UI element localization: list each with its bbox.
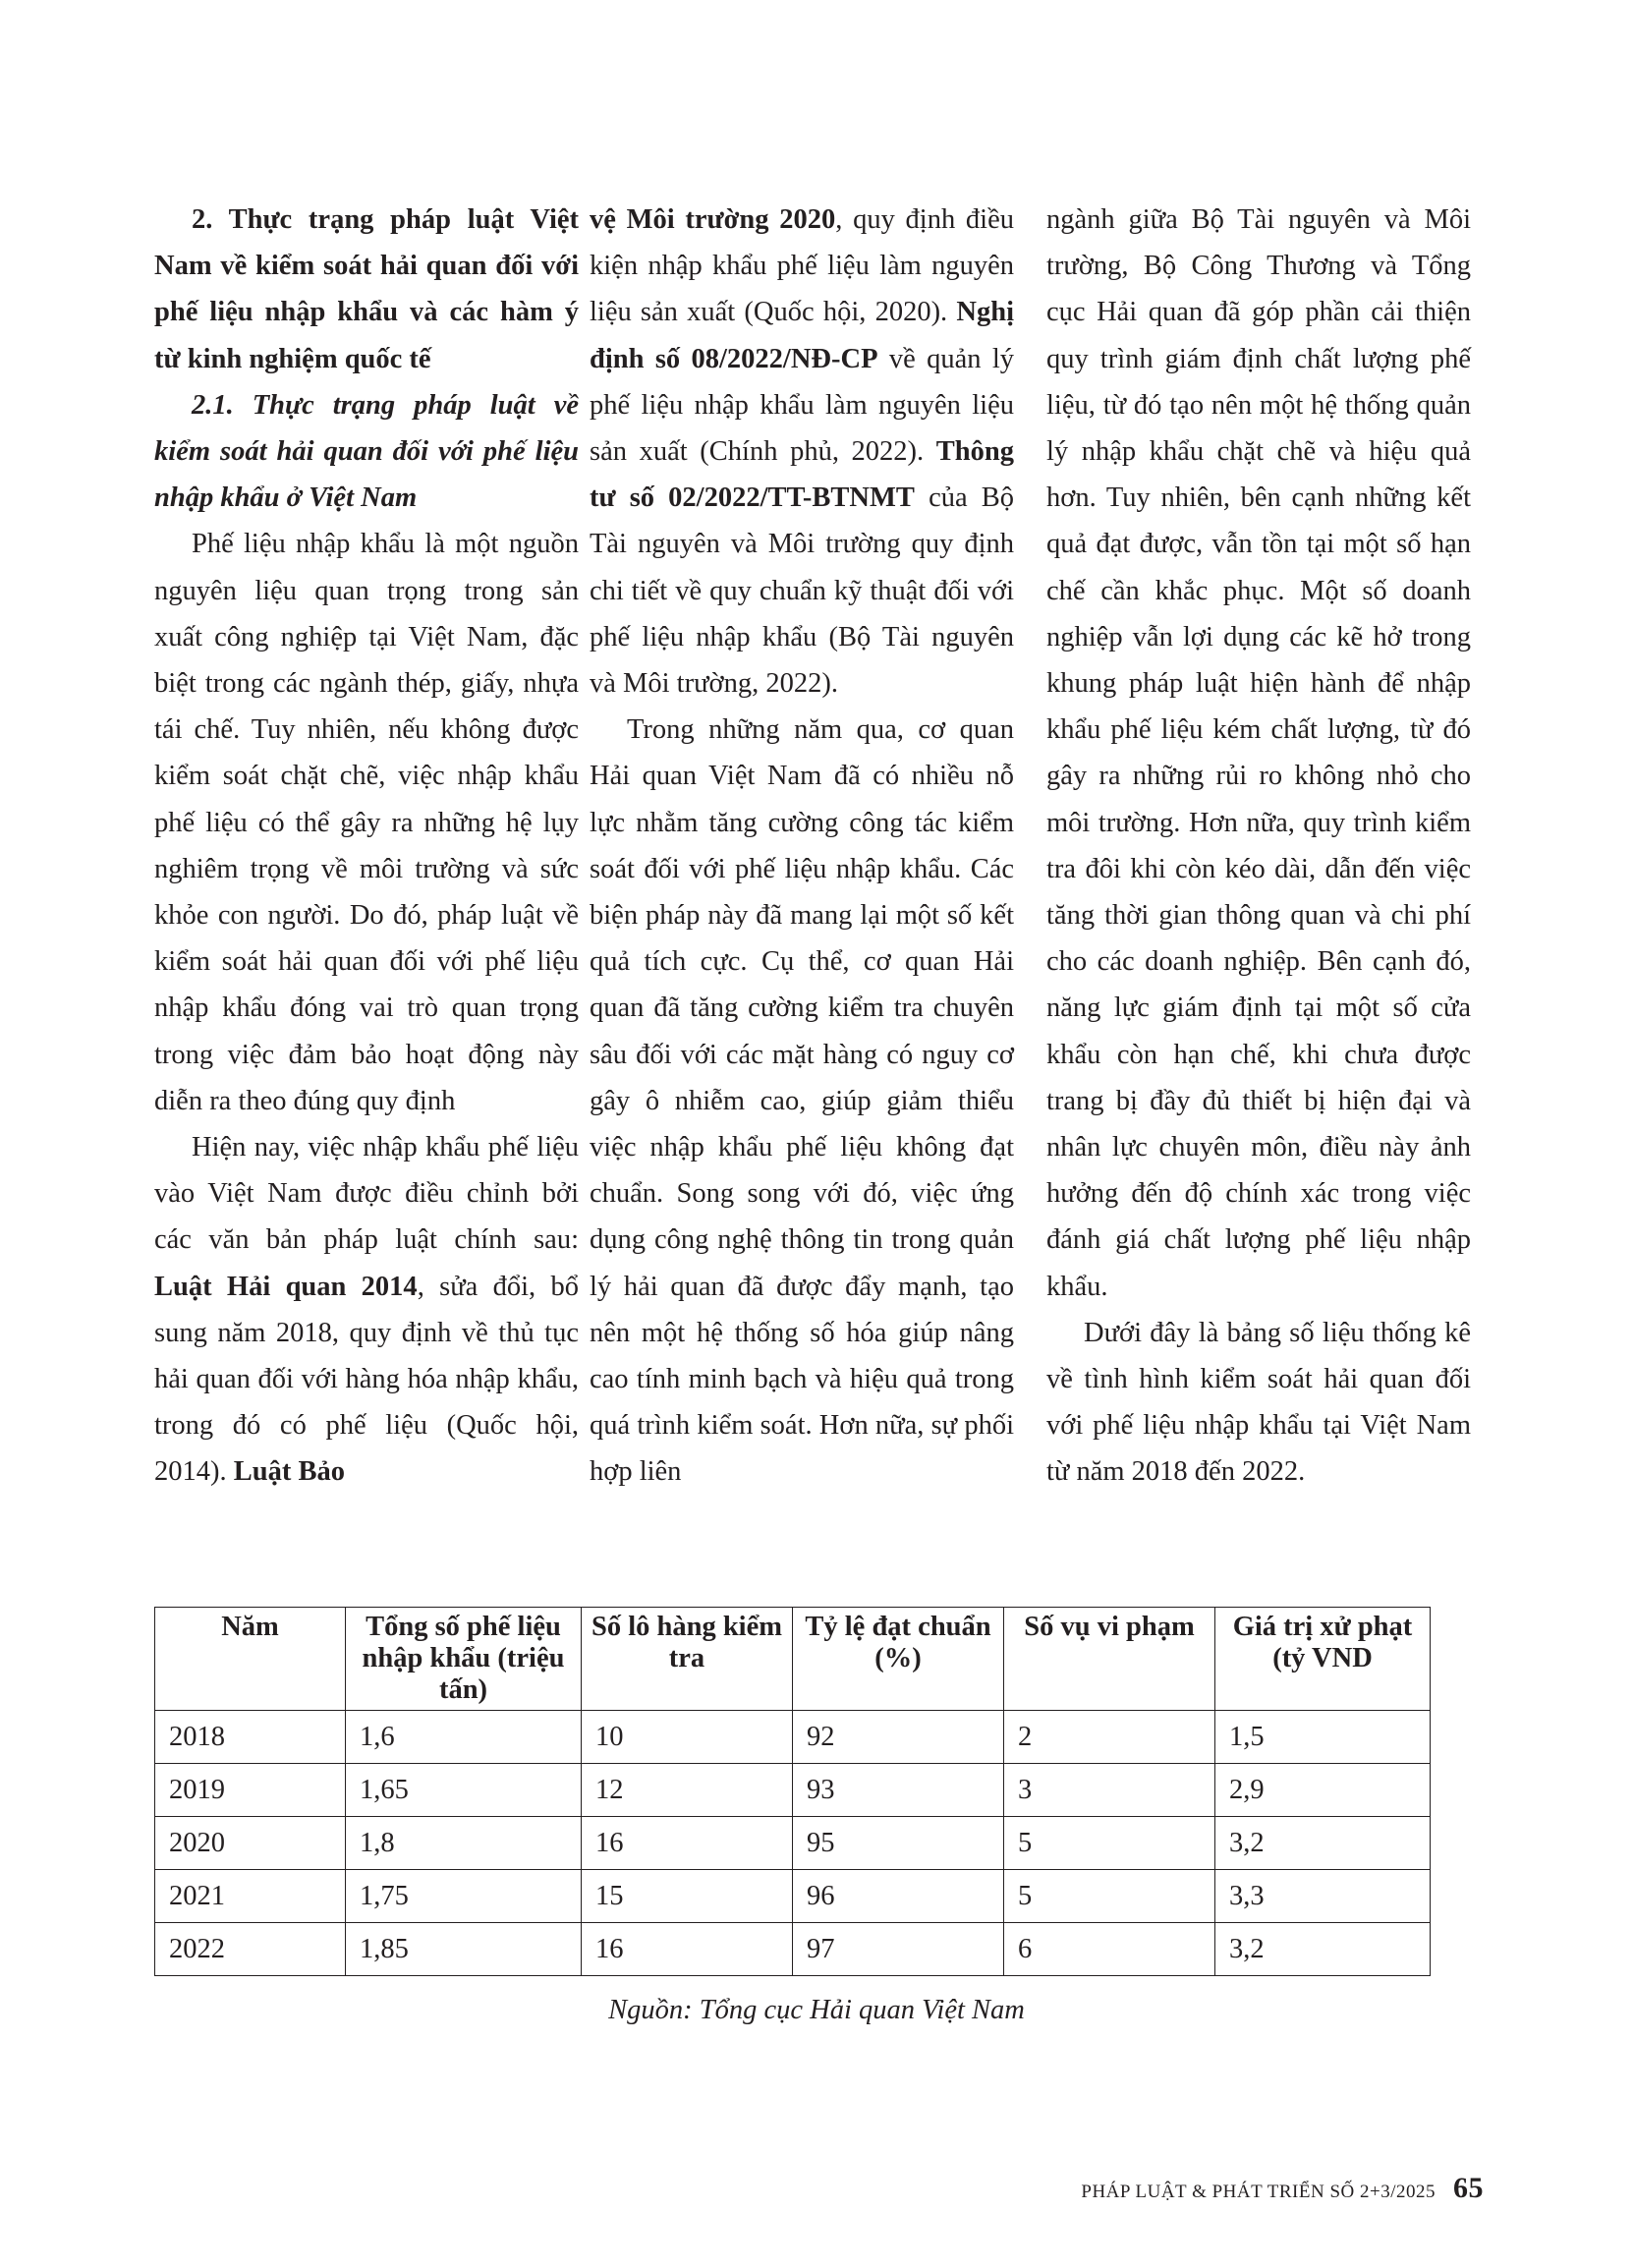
section-heading: 2. Thực trạng pháp luật Việt Nam về kiểm soát hải quan đối với phế liệu nhập khẩu và các hàm ý từ kinh nghiệm quốc tế [154, 204, 579, 374]
table-header-row [155, 1608, 1431, 1711]
body-paragraph: Trong những năm qua, cơ quan Hải quan Việt Nam đã có nhiều nỗ lực nhằm tăng cường công tác kiểm soát đối với phế liệu nhập khẩu. Các biện pháp này đã mang lại một số kết quả tích cực. Cụ thể, cơ quan Hải quan đã tăng cường kiểm tra chuyên sâu đối với các mặt hàng có nguy cơ gây ô nhiễm cao, giúp giảm thiểu việc nhập khẩu phế liệu không đạt chuẩn. Song song với đó, việc ứng dụng công nghệ thông tin trong quản lý hải quan đã được đẩy mạnh, tạo nên một hệ thống số hóa giúp nâng cao tính minh bạch và hiệu quả trong quá trình kiểm soát. Hơn nữa, sự phối hợp liên [590, 714, 1014, 1488]
table-cell: 93 [793, 1764, 1004, 1817]
table-cell: 1,85 [346, 1923, 582, 1976]
body-paragraph [590, 197, 1014, 707]
subsection-heading: 2.1. Thực trạng pháp luật về kiểm soát hải quan đối với phế liệu nhập khẩu ở Việt Nam [154, 389, 579, 514]
table-cell: 2018 [155, 1711, 346, 1764]
text-run: Hiện nay, việc nhập khẩu phế liệu vào Việt Nam được điều chỉnh bởi các văn bản pháp luật chính sau: [154, 1132, 579, 1256]
table-cell: 92 [793, 1711, 1004, 1764]
bold-reference: Thông tư số 02/2022/TT-BTNMT [590, 436, 1014, 514]
table-cell: 6 [1004, 1923, 1215, 1976]
table-cell: 1,75 [346, 1870, 582, 1923]
table-cell: 1,65 [346, 1764, 582, 1817]
table-cell: 2020 [155, 1817, 346, 1870]
table-row [155, 1923, 1431, 1976]
journal-title: PHÁP LUẬT & PHÁT TRIỂN SỐ 2+3/2025 [1081, 2182, 1436, 2202]
table-cell: 3,2 [1215, 1817, 1431, 1870]
table-cell: 15 [582, 1870, 793, 1923]
table-cell: 1,6 [346, 1711, 582, 1764]
body-paragraph: ngành giữa Bộ Tài nguyên và Môi trường, Bộ Công Thương và Tổng cục Hải quan đã góp phần cải thiện quy trình giám định chất lượng phế liệu, từ đó tạo nên một hệ thống quản lý nhập khẩu chặt chẽ và hiệu quả hơn. Tuy nhiên, bên cạnh những kết quả đạt được, vẫn tồn tại một số hạn chế cần khắc phục. Một số doanh nghiệp vẫn lợi dụng các kẽ hở trong khung pháp luật hiện hành để nhập khẩu phế liệu kém chất lượng, từ đó gây ra những rủi ro không nhỏ cho môi trường. Hơn nữa, quy trình kiểm tra đôi khi còn kéo dài, dẫn đến việc tăng thời gian thông quan và chi phí cho các doanh nghiệp. Bên cạnh đó, năng lực giám định tại một số cửa khẩu còn hạn chế, khi chưa được trang bị đầy đủ thiết bị hiện đại và nhân lực chuyên môn, điều này ảnh hưởng đến độ chính xác trong việc đánh giá chất lượng phế liệu nhập khẩu. [1046, 204, 1471, 1302]
table-cell: 2019 [155, 1764, 346, 1817]
bold-reference: vệ Môi trường 2020 [590, 204, 836, 235]
column-header: Giá trị xử phạt (tỷ VND [1215, 1608, 1431, 1711]
table-cell: 10 [582, 1711, 793, 1764]
table-cell: 5 [1004, 1870, 1215, 1923]
text-column-1 [154, 197, 579, 1496]
table-cell: 2021 [155, 1870, 346, 1923]
text-column-3 [1046, 197, 1471, 1496]
table-cell: 97 [793, 1923, 1004, 1976]
table-cell: 12 [582, 1764, 793, 1817]
table-cell: 96 [793, 1870, 1004, 1923]
column-header: Tỷ lệ đạt chuẩn (%) [793, 1608, 1004, 1711]
table-row [155, 1870, 1431, 1923]
table-cell: 2 [1004, 1711, 1215, 1764]
bold-reference: Luật Hải quan 2014 [154, 1271, 418, 1302]
table-cell: 1,8 [346, 1817, 582, 1870]
table-cell: 3,2 [1215, 1923, 1431, 1976]
table-cell: 3,3 [1215, 1870, 1431, 1923]
table-row [155, 1817, 1431, 1870]
table-source-note: Nguồn: Tổng cục Hải quan Việt Nam [608, 1995, 1025, 2025]
table-row [155, 1711, 1431, 1764]
body-paragraph: Dưới đây là bảng số liệu thống kê về tình hình kiểm soát hải quan đối với phế liệu nhập khẩu tại Việt Nam từ năm 2018 đến 2022. [1046, 1317, 1471, 1488]
column-header: Tổng số phế liệu nhập khẩu (triệu tấn) [346, 1608, 582, 1711]
text-run: về quản lý phế liệu nhập khẩu làm nguyên liệu sản xuất (Chính phủ, 2022). [590, 343, 1015, 468]
text-column-2 [590, 197, 1014, 1496]
statistics-table [154, 1607, 1431, 1976]
table-cell: 2022 [155, 1923, 346, 1976]
table-cell: 2,9 [1215, 1764, 1431, 1817]
column-header: Năm [155, 1608, 346, 1711]
column-header: Số lô hàng kiểm tra [582, 1608, 793, 1711]
page-number: 65 [1453, 2172, 1484, 2204]
body-paragraph [154, 1124, 579, 1496]
bold-reference: Nghị định số 08/2022/NĐ-CP [590, 297, 1014, 374]
body-paragraph: Phế liệu nhập khẩu là một nguồn nguyên liệu quan trọng trong sản xuất công nghiệp tại Việt Nam, đặc biệt trong các ngành thép, giấy, nhựa tái chế. Tuy nhiên, nếu không được kiểm soát chặt chẽ, việc nhập khẩu phế liệu có thể gây ra những hệ lụy nghiêm trọng về môi trường và sức khỏe con người. Do đó, pháp luật về kiểm soát hải quan đối với phế liệu nhập khẩu đóng vai trò quan trọng trong việc đảm bảo hoạt động này diễn ra theo đúng quy định [154, 529, 579, 1116]
text-run: , sửa đổi, bổ sung năm 2018, quy định về thủ tục hải quan đối với hàng hóa nhập khẩu, trong đó có phế liệu (Quốc hội, 2014). [154, 1271, 579, 1488]
table-cell: 16 [582, 1817, 793, 1870]
table-cell: 5 [1004, 1817, 1215, 1870]
table-row [155, 1764, 1431, 1817]
text-run: , quy định điều kiện nhập khẩu phế liệu làm nguyên liệu sản xuất (Quốc hội, 2020). [590, 204, 1014, 328]
bold-reference: Luật Bảo [233, 1456, 345, 1488]
page-footer [1081, 2172, 1484, 2205]
table-cell: 3 [1004, 1764, 1215, 1817]
text-run: của Bộ Tài nguyên và Môi trường quy định chi tiết về quy chuẩn kỹ thuật đối với phế liệu nhập khẩu (Bộ Tài nguyên và Môi trường, 2022). [590, 482, 1014, 700]
table-cell: 16 [582, 1923, 793, 1976]
table-cell: 1,5 [1215, 1711, 1431, 1764]
table-cell: 95 [793, 1817, 1004, 1870]
column-header: Số vụ vi phạm [1004, 1608, 1215, 1711]
